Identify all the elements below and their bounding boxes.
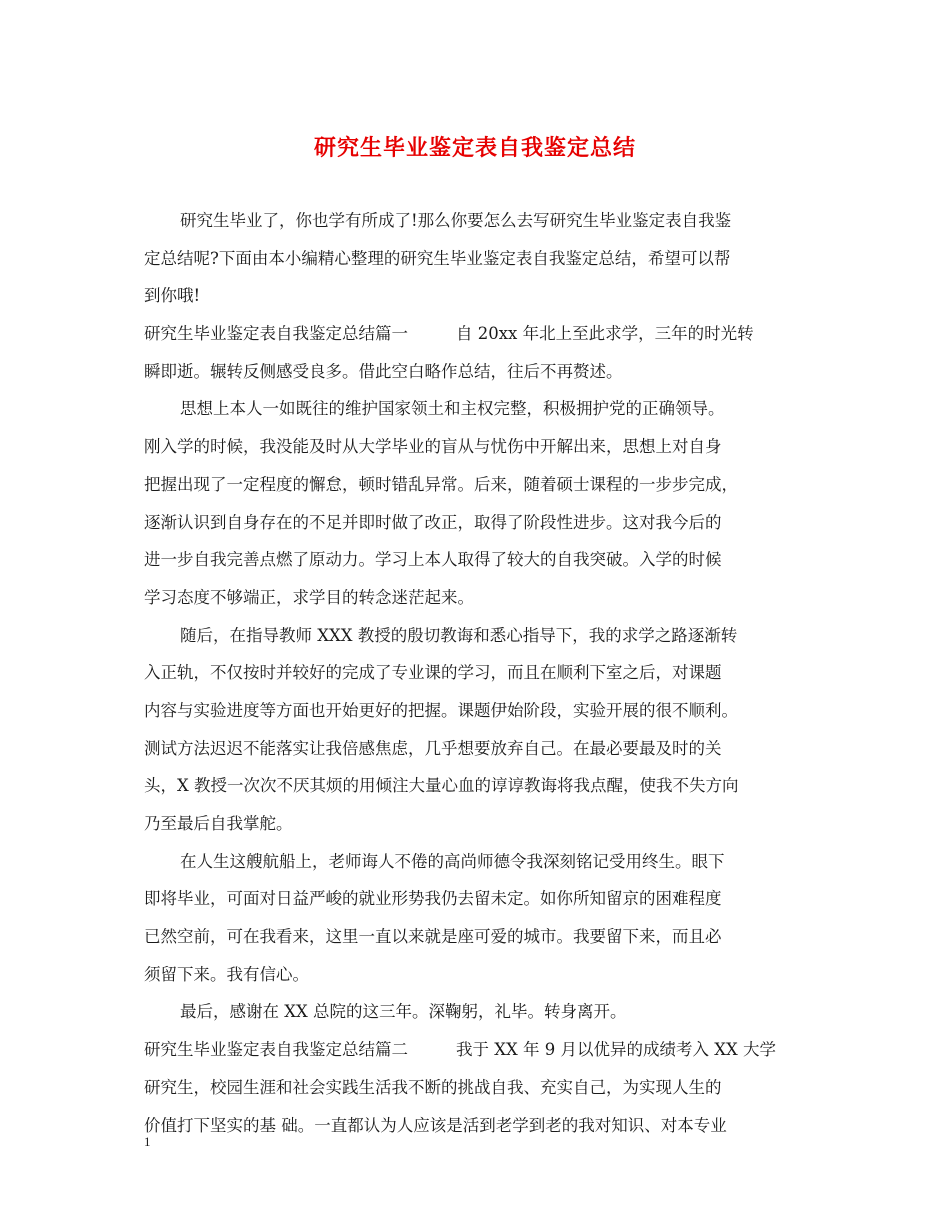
line-text: 学习态度不够端正，求学目的转念迷茫起来。 <box>144 587 474 607</box>
line-text: 研究生，校园生涯和社会实践生活我不断的挑战自我、充实自己，为实现人生的 <box>144 1077 722 1097</box>
paragraph-line <box>144 353 824 391</box>
paragraph-line <box>144 993 824 1031</box>
document-body <box>144 202 824 1144</box>
paragraph-line <box>144 428 824 466</box>
line-text: 乃至最后自我掌舵。 <box>144 814 293 833</box>
paragraph-line <box>144 541 824 579</box>
line-text: 入正轨，不仅按时并较好的完成了专业课的学习，而且在顺利下室之后，对课题 <box>144 663 722 683</box>
paragraph-line <box>144 504 824 542</box>
line-text: 研究生毕业鉴定表自我鉴定总结篇一 <box>144 324 408 344</box>
paragraph-line <box>144 579 824 617</box>
line-text: 把握出现了一定程度的懈怠，顿时错乱异常。后来，随着硕士课程的一步步完成， <box>144 474 738 494</box>
paragraph-line <box>144 466 824 504</box>
line-text: 内容与实验进度等方面也开始更好的把握。课题伊始阶段，实验开展的很不顺利。 <box>144 700 738 720</box>
line-text: 最后，感谢在 XX 总院的这三年。深鞠躬，礼毕。转身离开。 <box>180 1002 627 1022</box>
paragraph-line <box>144 843 824 881</box>
paragraph-line <box>144 277 824 315</box>
line-text: 在人生这艘航船上，老师诲人不倦的高尚师德令我深刻铭记受用终生。眼下 <box>180 851 725 871</box>
line-text: 到你哦! <box>144 286 201 306</box>
line-text: 定总结呢?下面由本小编精心整理的研究生毕业鉴定表自我鉴定总结，希望可以帮 <box>144 248 731 268</box>
line-text: 随后，在指导教师 XXX 教授的殷切教诲和悉心指导下，我的求学之路逐渐转 <box>180 625 738 645</box>
paragraph-line <box>144 805 824 843</box>
paragraph-line <box>144 315 824 353</box>
line-text: 已然空前，可在我看来，这里一直以来就是座可爱的城市。我要留下来，而且必 <box>144 927 722 947</box>
paragraph-line <box>144 390 824 428</box>
paragraph-line <box>144 918 824 956</box>
line-text: 测试方法迟迟不能落实让我倍感焦虑，几乎想要放弃自己。在最必要最及时的关 <box>144 738 722 758</box>
paragraph-line <box>144 880 824 918</box>
paragraph-line <box>144 956 824 994</box>
page-number: 1 <box>144 1134 151 1149</box>
line-text: 即将毕业，可面对日益严峻的就业形势我仍去留未定。如你所知留京的困难程度 <box>144 889 722 909</box>
line-text: 头，X 教授一次次不厌其烦的用倾注大量心血的谆谆教诲将我点醒，使我不失方向 <box>144 776 739 796</box>
line-text: 刚入学的时候，我没能及时从大学毕业的盲从与忧伤中开解出来，思想上对自身 <box>144 437 722 457</box>
line-text: 研究生毕业了，你也学有所成了!那么你要怎么去写研究生毕业鉴定表自我鉴 <box>180 211 732 230</box>
paragraph-line <box>144 654 824 692</box>
line-text: 价值打下坚实的基 础。一直都认为人应该是活到老学到老的我对知识、对本专业 <box>144 1115 727 1135</box>
line-text: 进一步自我完善点燃了原动力。学习上本人取得了较大的自我突破。入学的时候 <box>144 550 722 570</box>
line-text: 逐渐认识到自身存在的不足并即时做了改正，取得了阶段性进步。这对我今后的 <box>144 512 722 532</box>
paragraph-line <box>144 767 824 805</box>
paragraph-line <box>144 1107 824 1145</box>
document-title: 研究生毕业鉴定表自我鉴定总结 <box>313 135 636 161</box>
paragraph-line <box>144 692 824 730</box>
paragraph-line <box>144 1031 824 1069</box>
paragraph-line <box>144 1069 824 1107</box>
paragraph-line <box>144 202 824 240</box>
line-text: 瞬即逝。辗转反侧感受良多。借此空白略作总结，往后不再赘述。 <box>144 361 623 381</box>
paragraph-line <box>144 617 824 655</box>
line-text: 须留下来。我有信心。 <box>144 964 309 984</box>
line-text: 研究生毕业鉴定表自我鉴定总结篇二 <box>144 1040 408 1060</box>
line-text: 思想上本人一如既往的维护国家领土和主权完整，积极拥护党的正确领导。 <box>180 399 725 419</box>
line-text-continued: 我于 XX 年 9 月以优异的成绩考入 XX 大学 <box>456 1040 776 1060</box>
line-text-continued: 自 20xx 年北上至此求学，三年的时光转 <box>456 324 754 344</box>
paragraph-line <box>144 240 824 278</box>
paragraph-line <box>144 730 824 768</box>
